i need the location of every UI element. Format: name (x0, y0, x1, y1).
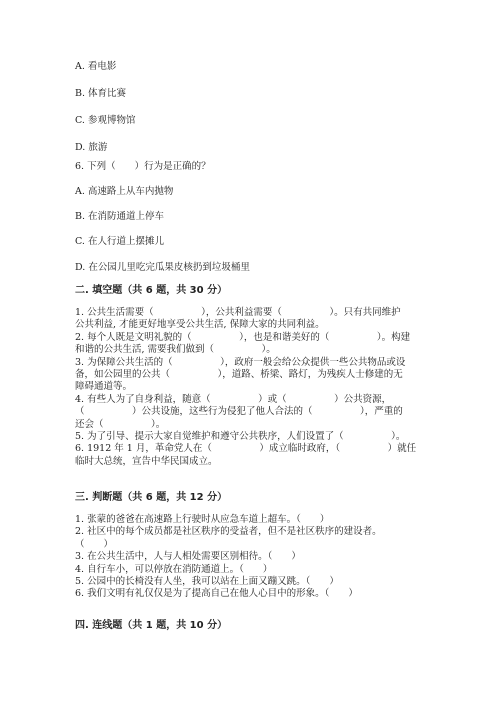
q6-option-d: D. 在公园儿里吃完瓜果皮核扔到垃圾桶里 (75, 262, 250, 273)
section-fill-in-body (75, 307, 435, 468)
fill-in-line: 6. 1912 年 1 月，革命党人在（ ）成立临时政府，（ ）就任 (75, 443, 417, 455)
fill-in-line: 3. 为保障公共生活的（ ），政府一般会给公众提供一些公共物品或设 (75, 356, 406, 368)
fill-in-line: 公共利益, 才能更好地享受公共生活, 保障大家的共同利益。 (75, 319, 325, 331)
true-false-line: 3. 在公共生活中，人与人相处需要区别相待。（ ） (75, 551, 301, 563)
section-true-false-body (75, 514, 435, 601)
section-matching-title: 四. 连线题（共 1 题，共 10 分） (75, 620, 228, 631)
q6-option-b: B. 在消防通道上停车 (75, 211, 165, 222)
q6-option-c: C. 在人行道上摆摊儿 (75, 236, 164, 247)
q5-option-a: A. 看电影 (75, 61, 117, 72)
true-false-line: 2. 社区中的每个成员都是社区秩序的受益者，但不是社区秩序的建设者。 (75, 526, 382, 538)
fill-in-line: 障碍通道等。 (75, 381, 133, 393)
section-true-false-title: 三. 判断题（共 6 题，共 12 分） (75, 492, 228, 503)
q5-option-c: C. 参观博物馆 (75, 115, 136, 126)
fill-in-line: 和谐的公共生活, 需要我们做到（ ）。 (75, 344, 276, 356)
true-false-line: 1. 张蒙的爸爸在高速路上行驶时从应急车道上超车。（ ） (75, 514, 330, 525)
q6-question: 6. 下列（ ）行为是正确的？ (75, 161, 211, 172)
fill-in-line: 还会（ ）。 (75, 418, 166, 430)
fill-in-line: 临时大总统，宣告中华民国成立。 (75, 455, 218, 467)
q5-option-b: B. 体育比赛 (75, 88, 127, 99)
q5-option-d: D. 旅游 (75, 142, 108, 153)
fill-in-line: 1. 公共生活需要（ ），公共利益需要（ ）。只有共同维护 (75, 307, 401, 318)
fill-in-line: 2. 每个人既是文明礼貌的（ ），也是和谐美好的（ ）。构建 (75, 331, 411, 343)
fill-in-line: （ ）公共设施，这些行为侵犯了他人合法的（ ），严重的 (75, 406, 403, 418)
true-false-line: 6. 我们文明有礼仅仅是为了提高自己在他人心目中的形象。（ ） (75, 588, 358, 600)
true-false-line: 4. 自行车小，可以停放在消防通道上。（ ） (75, 563, 273, 575)
section-fill-in-title: 二. 填空题（共 6 题，共 30 分） (75, 285, 228, 296)
fill-in-line: 备，如公园里的公共（ ），道路、桥梁、路灯，为残疾人士修建的无 (75, 368, 403, 380)
true-false-line: 5. 公园中的长椅没有人坐，我可以站在上面又蹦又跳。（ ） (75, 575, 339, 587)
fill-in-line: 5. 为了引导、提示大家自觉维护和遵守公共秩序，人们设置了（ ）。 (75, 430, 406, 442)
q6-option-a: A. 高速路上从车内抛物 (75, 186, 174, 197)
true-false-line: （ ） (75, 538, 114, 550)
fill-in-line: 4. 有些人为了自身利益，随意（ ）或（ ）公共资源， (75, 393, 392, 405)
